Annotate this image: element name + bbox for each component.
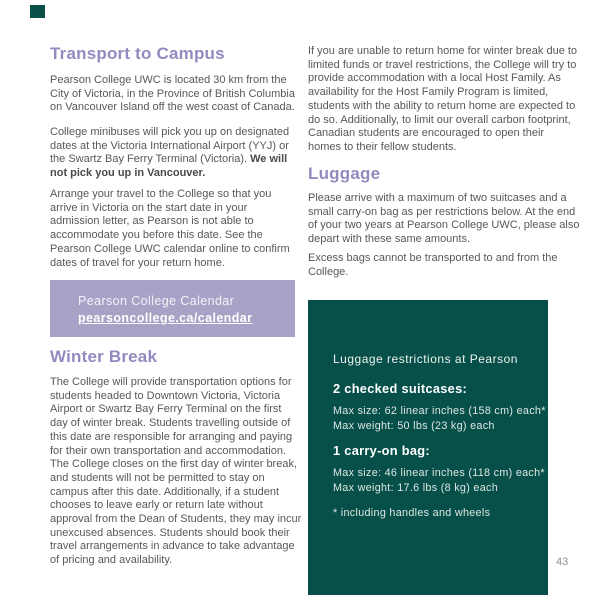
luggage-restrictions-title: Luggage restrictions at Pearson bbox=[333, 352, 518, 366]
calendar-link[interactable]: pearsoncollege.ca/calendar bbox=[78, 311, 253, 325]
luggage-heading: Luggage bbox=[308, 164, 381, 183]
checked-suitcases-max-size: Max size: 62 linear inches (158 cm) each* bbox=[333, 405, 546, 417]
transport-paragraph-2-text: College minibuses will pick you up on designated dates at the Victoria International Airport (YYJ) or the Swartz Bay Ferry Terminal (Victoria). bbox=[50, 126, 290, 166]
host-family-paragraph: If you are unable to return home for winter break due to limited funds or travel restrictions, the College will try to provide accommodation with a local Host Family. As availability for the Host Family Program is limited, students with the ability to return home are expected to do so. Additionally, to limit our overall carbon footprint, Canadian students are encouraged to open their homes to their fellow students. bbox=[308, 45, 578, 153]
calendar-callout-box bbox=[50, 280, 295, 337]
checked-suitcases-max-weight: Max weight: 50 lbs (23 kg) each bbox=[333, 420, 495, 432]
calendar-box-label: Pearson College Calendar bbox=[78, 294, 235, 308]
carryon-bag-heading: 1 carry-on bag: bbox=[333, 443, 430, 458]
luggage-paragraph-1: Please arrive with a maximum of two suitcases and a small carry-on bag as per restrictions below. At the end of your two years at Pearson College UWC, please also depart with these same amounts. bbox=[308, 192, 580, 246]
checked-suitcases-heading: 2 checked suitcases: bbox=[333, 381, 468, 396]
page-number: 43 bbox=[556, 556, 569, 568]
transport-paragraph-3: Arrange your travel to the College so that you arrive in Victoria on the start date in your admission letter, as Pearson is not able to accommodate you before this date. See the Pearson College UWC calendar online to confirm dates of travel for your return home. bbox=[50, 188, 290, 269]
carryon-bag-max-weight: Max weight: 17.6 lbs (8 kg) each bbox=[333, 482, 499, 494]
transport-paragraph-2 bbox=[50, 126, 298, 181]
carryon-bag-max-size: Max size: 46 linear inches (118 cm) each* bbox=[333, 467, 545, 479]
handles-wheels-footnote: * including handles and wheels bbox=[333, 507, 491, 519]
winter-break-paragraph: The College will provide transportation options for students headed to Downtown Victoria, Victoria Airport or Swartz Bay Ferry Terminal on the first day of winter break. Students travelling outside of this date are responsible for arranging and paying for their own transportation and accommodation. The College closes on the first day of winter break, and students will not be permitted to stay on campus after this date. Additionally, if a student chooses to leave early or return late without approval from the Dean of Students, they may incur unexcused absences. Students should book their travel arrangements in advance to take advantage of pricing and availability. bbox=[50, 376, 302, 567]
transport-to-campus-heading: Transport to Campus bbox=[50, 44, 225, 63]
luggage-paragraph-2: Excess bags cannot be transported to and from the College. bbox=[308, 252, 558, 278]
luggage-restrictions-box bbox=[308, 300, 548, 595]
page-corner-marker bbox=[30, 5, 45, 18]
transport-paragraph-1: Pearson College UWC is located 30 km from the City of Victoria, in the Province of British Columbia on Vancouver Island off the west coast of Canada. bbox=[50, 74, 295, 114]
winter-break-heading: Winter Break bbox=[50, 347, 158, 366]
no-vancouver-pickup-bold-text: We will not pick you up in Vancouver. bbox=[50, 153, 288, 180]
